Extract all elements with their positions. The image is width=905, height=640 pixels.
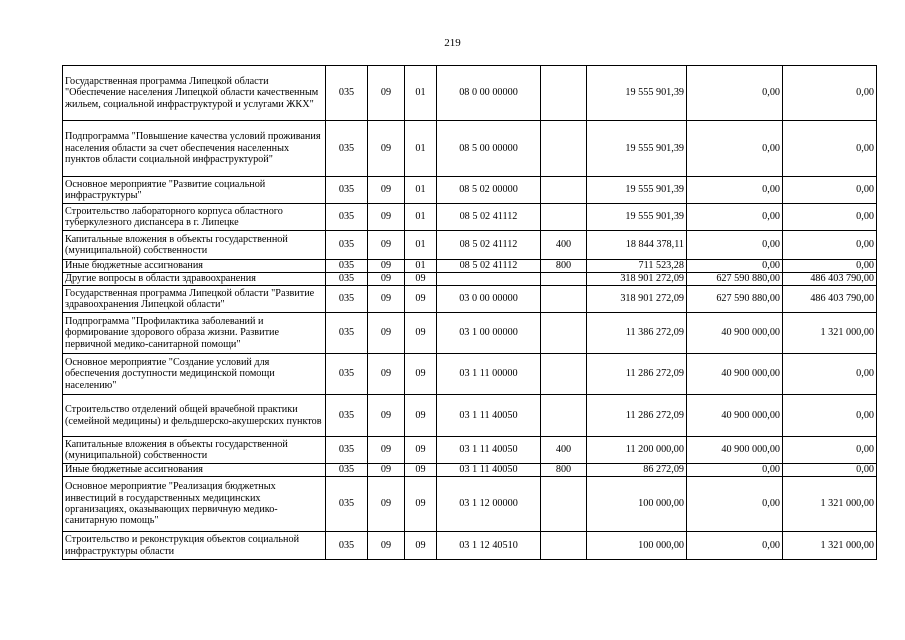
cell-name: Иные бюджетные ассигнования [63,260,326,273]
cell-sum-year-1: 11 286 272,09 [587,354,687,395]
cell-target-article [437,273,541,286]
cell-sum-year-2: 0,00 [687,121,783,177]
cell-sum-year-2: 0,00 [687,477,783,532]
cell-subsection: 09 [405,477,437,532]
cell-expense-type [541,477,587,532]
cell-target-article: 03 1 00 00000 [437,313,541,354]
cell-expense-type [541,354,587,395]
cell-admin-code: 035 [326,477,368,532]
cell-subsection: 09 [405,286,437,313]
table-row [63,260,877,273]
cell-expense-type: 400 [541,437,587,464]
cell-expense-type [541,66,587,121]
cell-expense-type [541,273,587,286]
cell-admin-code: 035 [326,354,368,395]
cell-subsection: 09 [405,395,437,437]
cell-subsection: 01 [405,121,437,177]
table-row [63,532,877,560]
cell-sum-year-3: 0,00 [783,204,877,231]
cell-sum-year-1: 318 901 272,09 [587,286,687,313]
cell-sum-year-2: 0,00 [687,464,783,477]
cell-sum-year-1: 19 555 901,39 [587,177,687,204]
cell-sum-year-3: 0,00 [783,66,877,121]
cell-sum-year-1: 18 844 378,11 [587,231,687,260]
cell-sum-year-2: 40 900 000,00 [687,395,783,437]
cell-sum-year-2: 0,00 [687,66,783,121]
cell-subsection: 01 [405,231,437,260]
cell-target-article: 08 0 00 00000 [437,66,541,121]
cell-section: 09 [368,66,405,121]
cell-name: Подпрограмма "Повышение качества условий проживания населения области за счет обеспечения населенных пунктов области социальной инфраструктурой" [63,121,326,177]
table-row [63,313,877,354]
cell-name: Строительство и реконструкция объектов социальной инфраструктуры области [63,532,326,560]
cell-target-article: 03 1 11 00000 [437,354,541,395]
cell-sum-year-2: 40 900 000,00 [687,437,783,464]
cell-sum-year-3: 0,00 [783,354,877,395]
cell-name: Капитальные вложения в объекты государственной (муниципальной) собственности [63,437,326,464]
cell-section: 09 [368,354,405,395]
cell-section: 09 [368,437,405,464]
cell-sum-year-2: 627 590 880,00 [687,286,783,313]
cell-subsection: 01 [405,66,437,121]
cell-name: Строительство лабораторного корпуса областного туберкулезного диспансера в г. Липецке [63,204,326,231]
cell-expense-type [541,313,587,354]
cell-expense-type [541,121,587,177]
cell-expense-type [541,532,587,560]
cell-sum-year-1: 100 000,00 [587,532,687,560]
cell-admin-code: 035 [326,204,368,231]
cell-name: Строительство отделений общей врачебной практики (семейной медицины) и фельдшерско-акушерских пунктов [63,395,326,437]
cell-sum-year-3: 0,00 [783,121,877,177]
cell-sum-year-1: 86 272,09 [587,464,687,477]
cell-name: Государственная программа Липецкой области "Развитие здравоохранения Липецкой области" [63,286,326,313]
cell-sum-year-2: 0,00 [687,204,783,231]
cell-target-article: 03 1 12 00000 [437,477,541,532]
cell-subsection: 09 [405,532,437,560]
cell-expense-type: 400 [541,231,587,260]
cell-sum-year-1: 19 555 901,39 [587,66,687,121]
cell-admin-code: 035 [326,313,368,354]
cell-sum-year-1: 19 555 901,39 [587,121,687,177]
cell-section: 09 [368,477,405,532]
cell-section: 09 [368,395,405,437]
cell-sum-year-1: 19 555 901,39 [587,204,687,231]
table-row [63,354,877,395]
cell-sum-year-1: 711 523,28 [587,260,687,273]
cell-admin-code: 035 [326,177,368,204]
cell-sum-year-3: 0,00 [783,464,877,477]
cell-name: Другие вопросы в области здравоохранения [63,273,326,286]
cell-sum-year-3: 0,00 [783,395,877,437]
cell-subsection: 01 [405,260,437,273]
cell-sum-year-2: 0,00 [687,177,783,204]
table-row [63,437,877,464]
cell-subsection: 01 [405,204,437,231]
cell-subsection: 09 [405,437,437,464]
cell-expense-type: 800 [541,464,587,477]
cell-name: Основное мероприятие "Создание условий для обеспечения доступности медицинской помощи населению" [63,354,326,395]
cell-section: 09 [368,313,405,354]
cell-subsection: 09 [405,273,437,286]
cell-section: 09 [368,121,405,177]
cell-section: 09 [368,177,405,204]
cell-name: Капитальные вложения в объекты государственной (муниципальной) собственности [63,231,326,260]
cell-section: 09 [368,286,405,313]
cell-subsection: 09 [405,354,437,395]
cell-sum-year-3: 0,00 [783,437,877,464]
cell-sum-year-3: 486 403 790,00 [783,286,877,313]
cell-admin-code: 035 [326,286,368,313]
cell-target-article: 03 1 12 40510 [437,532,541,560]
table-row [63,286,877,313]
cell-sum-year-3: 0,00 [783,177,877,204]
cell-sum-year-1: 11 286 272,09 [587,395,687,437]
table-row [63,464,877,477]
cell-target-article: 03 1 11 40050 [437,437,541,464]
cell-sum-year-1: 100 000,00 [587,477,687,532]
cell-section: 09 [368,204,405,231]
cell-name: Основное мероприятие "Развитие социальной инфраструктуры" [63,177,326,204]
cell-expense-type [541,286,587,313]
table-row [63,477,877,532]
cell-target-article: 03 0 00 00000 [437,286,541,313]
cell-section: 09 [368,464,405,477]
table-row [63,273,877,286]
table-row [63,177,877,204]
table-row [63,395,877,437]
cell-name: Основное мероприятие "Реализация бюджетных инвестиций в государственных медицинских организациях, оказывающих первичную медико-санитарную помощь" [63,477,326,532]
cell-admin-code: 035 [326,437,368,464]
cell-expense-type [541,204,587,231]
table-body [63,66,877,560]
table-row [63,121,877,177]
cell-name: Подпрограмма "Профилактика заболеваний и формирование здорового образа жизни. Развитие первичной медико-санитарной помощи" [63,313,326,354]
cell-sum-year-2: 40 900 000,00 [687,354,783,395]
cell-sum-year-1: 318 901 272,09 [587,273,687,286]
cell-sum-year-2: 627 590 880,00 [687,273,783,286]
cell-sum-year-3: 1 321 000,00 [783,532,877,560]
cell-sum-year-1: 11 386 272,09 [587,313,687,354]
page-number: 219 [444,37,461,49]
cell-target-article: 08 5 02 00000 [437,177,541,204]
cell-sum-year-2: 0,00 [687,532,783,560]
cell-expense-type [541,177,587,204]
cell-sum-year-2: 40 900 000,00 [687,313,783,354]
cell-admin-code: 035 [326,273,368,286]
table-row [63,66,877,121]
cell-admin-code: 035 [326,66,368,121]
cell-admin-code: 035 [326,231,368,260]
cell-target-article: 03 1 11 40050 [437,395,541,437]
budget-table [62,65,877,560]
cell-admin-code: 035 [326,464,368,477]
cell-admin-code: 035 [326,395,368,437]
cell-admin-code: 035 [326,260,368,273]
cell-sum-year-2: 0,00 [687,260,783,273]
cell-subsection: 01 [405,177,437,204]
cell-sum-year-2: 0,00 [687,231,783,260]
cell-section: 09 [368,532,405,560]
cell-admin-code: 035 [326,532,368,560]
cell-subsection: 09 [405,464,437,477]
cell-section: 09 [368,273,405,286]
cell-target-article: 08 5 00 00000 [437,121,541,177]
cell-sum-year-3: 0,00 [783,260,877,273]
cell-subsection: 09 [405,313,437,354]
cell-expense-type [541,395,587,437]
cell-section: 09 [368,260,405,273]
table-row [63,231,877,260]
cell-section: 09 [368,231,405,260]
cell-name: Государственная программа Липецкой области "Обеспечение населения Липецкой области качественным жильем, социальной инфраструктурой и услугами ЖКХ" [63,66,326,121]
cell-target-article: 08 5 02 41112 [437,231,541,260]
cell-sum-year-3: 1 321 000,00 [783,477,877,532]
cell-target-article: 03 1 11 40050 [437,464,541,477]
cell-sum-year-3: 486 403 790,00 [783,273,877,286]
cell-expense-type: 800 [541,260,587,273]
cell-sum-year-3: 0,00 [783,231,877,260]
cell-target-article: 08 5 02 41112 [437,260,541,273]
cell-name: Иные бюджетные ассигнования [63,464,326,477]
cell-target-article: 08 5 02 41112 [437,204,541,231]
cell-sum-year-1: 11 200 000,00 [587,437,687,464]
cell-sum-year-3: 1 321 000,00 [783,313,877,354]
table-row [63,204,877,231]
cell-admin-code: 035 [326,121,368,177]
